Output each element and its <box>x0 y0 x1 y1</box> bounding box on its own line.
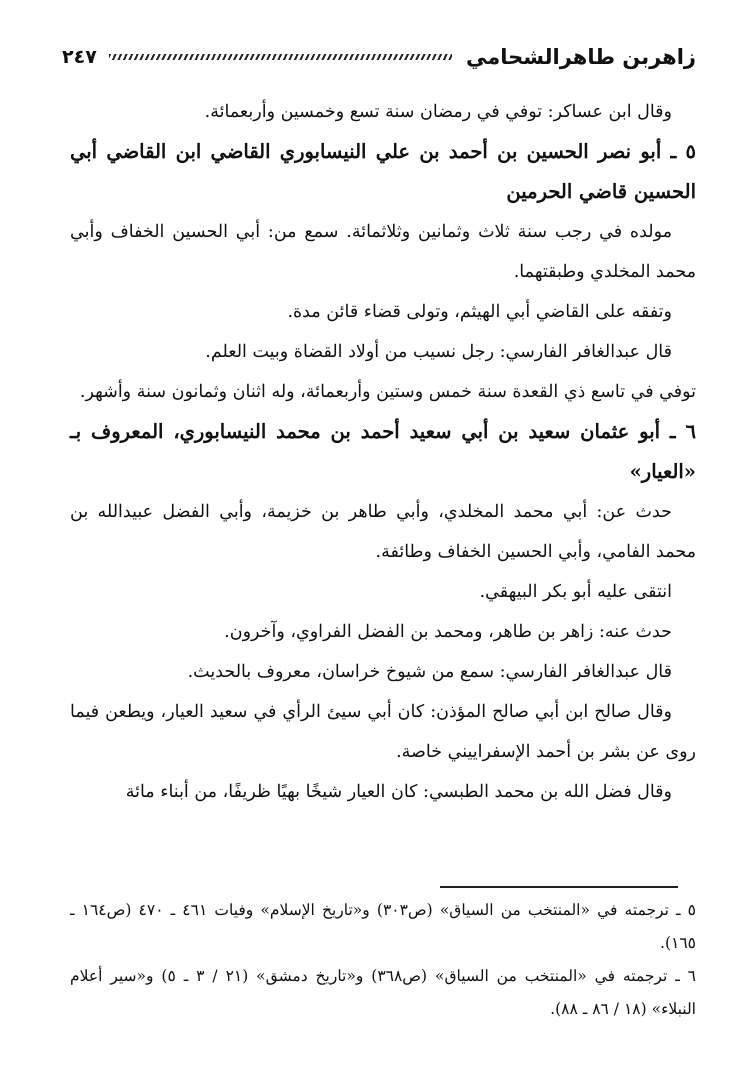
paragraph: وقال صالح ابن أبي صالح المؤذن: كان أبي سيئ الرأي في سعيد العيار، ويطعن فيما روى عن بشر بن أحمد الإسفراييني خاصة. <box>70 702 696 762</box>
footnote-divider <box>440 886 678 888</box>
paragraph: قال عبدالغافر الفارسي: رجل نسيب من أولاد القضاة وبيت العلم. <box>205 342 672 362</box>
running-header <box>62 40 696 74</box>
paragraph: توفي في تاسع ذي القعدة سنة خمس وستين وأربعمائة، وله اثنان وثمانون سنة وأشهر. <box>79 382 696 402</box>
paragraph: وقال ابن عساكر: توفي في رمضان سنة تسع وخمسين وأربعمائة. <box>204 102 672 122</box>
footnote: ٦ ـ ترجمته في «المنتخب من السياق» (ص٣٦٨) و«تاريخ دمشق» (٢١ / ٣ ـ ٥) و«سير أعلام النبلاء» (١٨ / ٨٦ ـ ٨٨). <box>70 967 696 1018</box>
page-body <box>70 92 696 812</box>
paragraph: حدث عن: أبي محمد المخلدي، وأبي طاهر بن خزيمة، وأبي الفضل عبيدالله بن محمد الفامي، وأبي الحسين الخفاف وطائفة. <box>70 502 696 562</box>
header-title: زاهربن طاهرالشحامي <box>465 45 696 69</box>
paragraph: وتفقه على القاضي أبي الهيثم، وتولى قضاء قائن مدة. <box>287 302 672 322</box>
paragraph: قال عبدالغافر الفارسي: سمع من شيوخ خراسان، معروف بالحديث. <box>187 662 672 682</box>
entry-heading: ٥ ـ أبو نصر الحسين بن أحمد بن علي النيسابوري القاضي ابن القاضي أبي الحسين قاضي الحرمين <box>70 140 696 203</box>
paragraph: انتقى عليه أبو بكر البيهقي. <box>479 582 672 602</box>
paragraph: مولده في رجب سنة ثلاث وثمانين وثلاثمائة. سمع من: أبي الحسين الخفاف وأبي محمد المخلدي وطبقتهما. <box>70 222 696 282</box>
header-decorative-rule <box>109 54 452 60</box>
entry-heading: ٦ ـ أبو عثمان سعيد بن أبي سعيد أحمد بن محمد النيسابوري، المعروف بـ «العيار» <box>70 420 696 483</box>
page-number: ٢٤٧ <box>62 46 97 68</box>
footnotes <box>70 894 696 1026</box>
paragraph: حدث عنه: زاهر بن طاهر، ومحمد بن الفضل الفراوي، وآخرون. <box>224 622 672 642</box>
paragraph: وقال فضل الله بن محمد الطبسي: كان العيار شيخًا بهيًا ظريفًا، من أبناء مائة <box>125 782 672 802</box>
footnote: ٥ ـ ترجمته في «المنتخب من السياق» (ص٣٠٣) و«تاريخ الإسلام» وفيات ٤٦١ ـ ٤٧٠ (ص١٦٤ ـ ١٦٥). <box>70 901 696 952</box>
